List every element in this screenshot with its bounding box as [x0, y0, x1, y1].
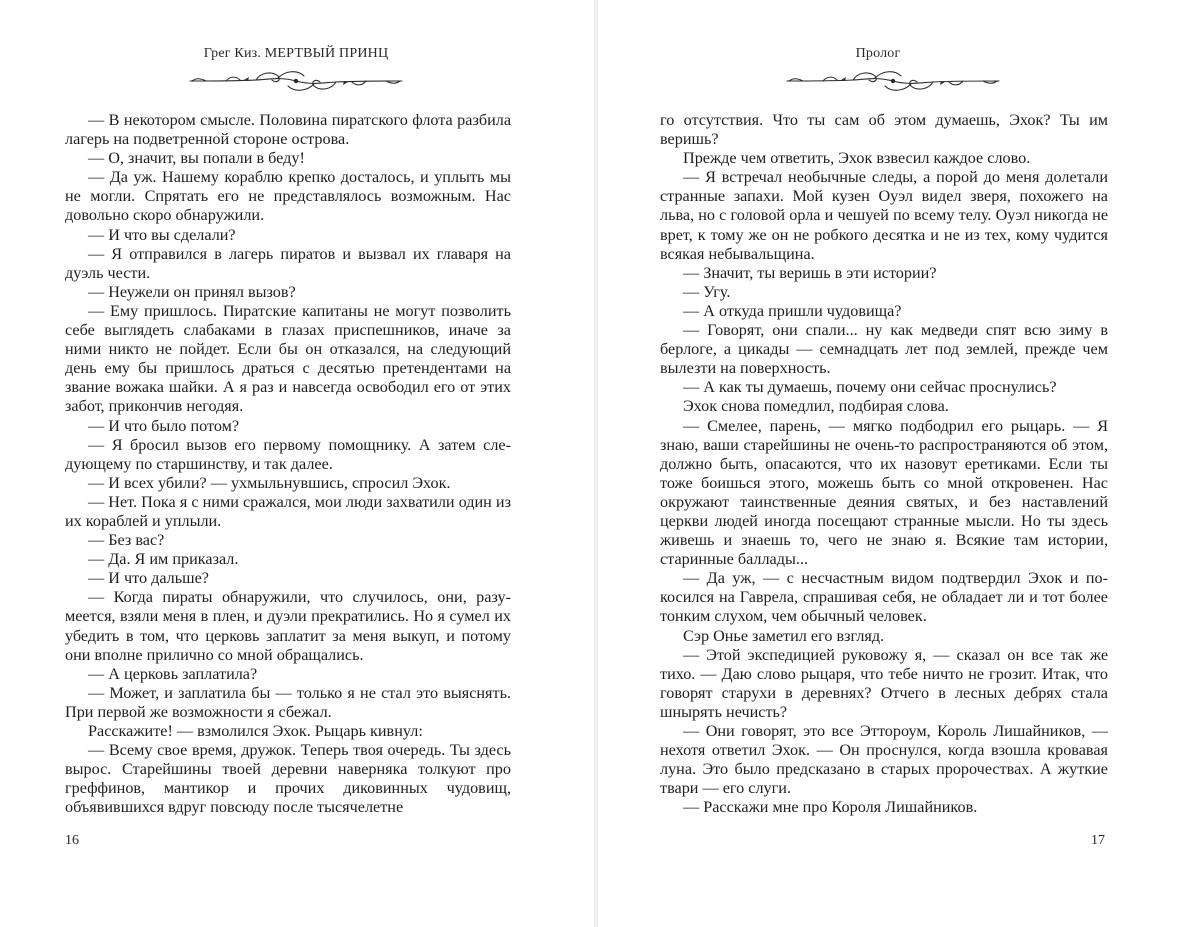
vine-ornament-left — [186, 66, 406, 96]
paragraph: — Неужели он принял вызов? — [88, 282, 296, 301]
paragraph: — В некотором смысле. Половина пиратского флота разбила лагерь на подветренной стороне острова. — [65, 111, 511, 149]
paragraph: — А церковь заплатила? — [88, 664, 258, 683]
paragraph: — Я бросил вызов его первому помощнику. А затем следующему по старшинству, и так далее. — [65, 435, 511, 473]
paragraph: — И что дальше? — [88, 569, 209, 588]
paragraph: — И что вы сделали? — [88, 225, 236, 244]
paragraph: — Ему пришлось. Пиратские капитаны не могут позволить себе выглядеть слабаками в глазах приспешников, иначе за ними никто не пойдет. Если бы он отказался, на следующий день ему бы пришлось драться с десятью претендентами на звание вожака шайки. А я раз и навсегда освободил его от этих забот, прикончив негодяя. — [65, 301, 511, 416]
left-page — [0, 0, 596, 927]
running-head-right: Пролог — [855, 46, 901, 61]
page-number-left: 16 — [65, 833, 79, 848]
paragraph: — А как ты думаешь, почему они сейчас проснулись? — [683, 378, 1057, 397]
paragraph: — Может, и заплатила бы — только я не стал это выяснять. При первой же возможности я сбежал. — [65, 683, 511, 721]
paragraph: Расскажите! — взмолился Эхок. Рыцарь кивнул: — [88, 722, 423, 740]
paragraph: — Расскажи мне про Короля Лишайников. — [683, 798, 978, 817]
paragraph: — Значит, ты веришь в эти истории? — [683, 263, 937, 282]
paragraph: — Да уж, — с несчастным видом подтвердил Эхок и покосился на Гаврела, спрашивая себя, не обладает ли и тот более тонким слухом, чем обычный человек. — [660, 569, 1108, 626]
paragraph: — О, значит, вы попали в беду! — [88, 149, 305, 168]
paragraph: — Когда пираты обнаружили, что случилось, они, разумеется, взяли меня в плен, и дуэли прекратились. Но я сумел их убедить в том, что церковь заплатит за меня выкуп, и потому они вполне прилично со мной обращались. — [65, 588, 511, 664]
paragraph: — Этой экспедицией руковожу я, — сказал он все так же тихо. — Даю слово рыцаря, что тебе ничто не грозит. Итак, что говорят старухи в деревнях? Отчего в лесных дебрях стала шнырять нечисть? — [660, 645, 1108, 721]
paragraph: Эхок снова помедлил, подбирая слова. — [683, 397, 949, 416]
right-page — [598, 0, 1196, 927]
paragraph: — Да. Я им приказал. — [88, 550, 239, 569]
page-number-right: 17 — [1091, 833, 1105, 848]
paragraph: — Без вас? — [88, 531, 165, 550]
paragraph: — Я отправился в лагерь пиратов и вызвал их главаря на дуэль чести. — [65, 244, 511, 282]
left-page-text — [65, 111, 511, 817]
paragraph: — А откуда пришли чудовища? — [683, 301, 902, 320]
paragraph: — Я встречал необычные следы, а порой до меня долетали странные запахи. Мой кузен Оуэл видел зверя, похожего на льва, но с головой орла и чешуей по всему телу. Оуэл никогда не врет, к тому же он не робкого десятка и не из тех, кому чудится всякая небывальщина. — [660, 168, 1108, 263]
paragraph: Прежде чем ответить, Эхок взвесил каждое слово. — [683, 149, 1031, 168]
paragraph: — Нет. Пока я с ними сражался, мои люди захватили один из их кораблей и уплыли. — [65, 492, 511, 530]
paragraph: — Всему свое время, дружок. Теперь твоя очередь. Ты здесь вырос. Старейшины твоей деревни наверняка толкуют про греффинов, мантикор и прочих диковинных чудовищ, объявившихся вдруг повсюду после тысячелетне — [65, 741, 511, 817]
running-head-left: Грег Киз. МЕРТВЫЙ ПРИНЦ — [203, 46, 389, 61]
paragraph: — И всех убили? — ухмыльнувшись, спросил Эхок. — [88, 473, 451, 492]
paragraph: Сэр Онье заметил его взгляд. — [683, 626, 885, 645]
paragraph: — И что было потом? — [88, 416, 240, 435]
paragraph: — Да уж. Нашему кораблю крепко досталось, и уплыть мы не могли. Спрятать его не представлялось возможным. Нас довольно скоро обнаружили. — [65, 168, 511, 225]
paragraph: — Они говорят, это все Эттороум, Король Лишайников, — нехотя ответил Эхок. — Он проснулся, когда взошла кровавая луна. Это было предсказано в старых пророчествах. А жуткие твари — его слуги. — [660, 722, 1108, 798]
vine-ornament-right — [783, 66, 1003, 96]
paragraph: — Смелее, парень, — мягко подбодрил его рыцарь. — Я знаю, ваши старейшины не очень-то распространяются об этом, должно быть, опасаются, что их назовут еретиками. Если ты тоже боишься этого, можешь быть со мной откровенен. Нас окружают таинственные деяния святых, и без наставлений церкви людей иногда посещают странные мысли. Но ты здесь живешь и знаешь то, чего не знаю я. Всякие там истории, старинные баллады... — [660, 416, 1108, 569]
paragraph-continuation: го отсутствия. Что ты сам об этом думаешь, Эхок? Ты им веришь? — [660, 111, 1108, 149]
paragraph: — Говорят, они спали... ну как медведи спят всю зиму в берлоге, а цикады — семнадцать лет под землей, прежде чем вылезти на поверхность. — [660, 321, 1108, 378]
right-page-text — [660, 111, 1108, 817]
paragraph: — Угу. — [683, 282, 731, 301]
